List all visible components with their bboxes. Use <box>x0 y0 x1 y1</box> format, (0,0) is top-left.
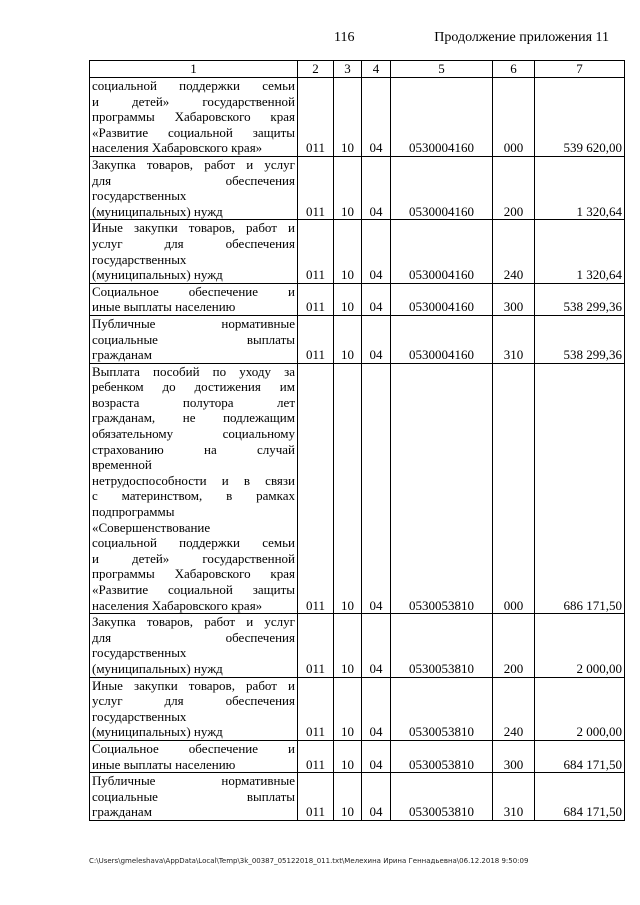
subsection-code: 04 <box>362 283 391 315</box>
ministry-code: 011 <box>298 220 334 283</box>
row-description <box>90 315 298 363</box>
description-line: (муниципальных) нужд <box>92 203 223 219</box>
amount: 684 171,50 <box>535 773 625 821</box>
ministry-code: 011 <box>298 614 334 677</box>
ministry-code: 011 <box>298 740 334 772</box>
description-line: государственных <box>92 708 187 724</box>
subsection-code: 04 <box>362 220 391 283</box>
description-line: Иные закупки товаров, работ и <box>92 220 295 236</box>
target-article-code: 0530053810 <box>391 614 493 677</box>
description-line: (муниципальных) нужд <box>92 267 223 283</box>
column-number: 7 <box>535 61 625 78</box>
description-line: Публичные нормативные <box>92 315 295 331</box>
section-code: 10 <box>334 740 362 772</box>
description-line: возраста полутора лет <box>92 394 295 410</box>
description-line: государственных <box>92 645 187 661</box>
row-description <box>90 220 298 283</box>
amount: 2 000,00 <box>535 614 625 677</box>
description-line: подпрограммы <box>92 504 175 520</box>
subsection-code: 04 <box>362 363 391 614</box>
table-row <box>90 740 625 772</box>
expense-type-code: 200 <box>493 156 535 219</box>
description-line: обязательному социальному <box>92 426 295 442</box>
description-line: социальной поддержки семьи <box>92 535 295 551</box>
target-article-code: 0530004160 <box>391 220 493 283</box>
description-line: услуг для обеспечения <box>92 693 295 709</box>
description-line: программы Хабаровского края <box>92 109 295 125</box>
section-code: 10 <box>334 78 362 157</box>
amount: 684 171,50 <box>535 740 625 772</box>
column-number-row <box>90 61 625 78</box>
subsection-code: 04 <box>362 78 391 157</box>
subsection-code: 04 <box>362 315 391 363</box>
table-row <box>90 614 625 677</box>
target-article-code: 0530053810 <box>391 740 493 772</box>
row-description <box>90 614 298 677</box>
row-description <box>90 677 298 740</box>
description-line: государственных <box>92 251 187 267</box>
subsection-code: 04 <box>362 773 391 821</box>
section-code: 10 <box>334 677 362 740</box>
ministry-code: 011 <box>298 773 334 821</box>
expense-type-code: 300 <box>493 740 535 772</box>
page-header <box>0 30 640 50</box>
description-line: (муниципальных) нужд <box>92 724 223 740</box>
subsection-code: 04 <box>362 156 391 219</box>
description-line: для обеспечения <box>92 172 295 188</box>
target-article-code: 0530004160 <box>391 78 493 157</box>
column-number: 2 <box>298 61 334 78</box>
description-line: населения Хабаровского края» <box>92 597 263 613</box>
description-line: и детей» государственной <box>92 550 295 566</box>
expense-type-code: 240 <box>493 220 535 283</box>
section-code: 10 <box>334 315 362 363</box>
ministry-code: 011 <box>298 78 334 157</box>
description-line: Закупка товаров, работ и услуг <box>92 156 295 172</box>
table-row <box>90 156 625 219</box>
description-line: социальной поддержки семьи <box>92 78 295 93</box>
budget-table <box>89 60 625 821</box>
description-line: и детей» государственной <box>92 93 295 109</box>
description-line: иные выплаты населению <box>92 756 236 772</box>
row-description <box>90 773 298 821</box>
row-description <box>90 283 298 315</box>
amount: 2 000,00 <box>535 677 625 740</box>
section-code: 10 <box>334 614 362 677</box>
description-line: «Совершенствование <box>92 519 211 535</box>
description-line: (муниципальных) нужд <box>92 660 223 676</box>
page-number: 116 <box>334 30 355 45</box>
amount: 686 171,50 <box>535 363 625 614</box>
description-line: Иные закупки товаров, работ и <box>92 677 295 693</box>
expense-type-code: 000 <box>493 363 535 614</box>
target-article-code: 0530053810 <box>391 677 493 740</box>
description-line: государственных <box>92 188 187 204</box>
description-line: для обеспечения <box>92 629 295 645</box>
amount: 1 320,64 <box>535 156 625 219</box>
section-code: 10 <box>334 220 362 283</box>
table-row <box>90 78 625 157</box>
description-line: «Развитие социальной защиты <box>92 124 295 140</box>
table-row <box>90 220 625 283</box>
row-description <box>90 740 298 772</box>
ministry-code: 011 <box>298 283 334 315</box>
description-line: гражданам <box>92 347 152 363</box>
target-article-code: 0530004160 <box>391 283 493 315</box>
expense-type-code: 310 <box>493 315 535 363</box>
table-row <box>90 315 625 363</box>
column-number: 1 <box>90 61 298 78</box>
expense-type-code: 000 <box>493 78 535 157</box>
expense-type-code: 300 <box>493 283 535 315</box>
description-line: с материнством, в рамках <box>92 488 295 504</box>
expense-type-code: 310 <box>493 773 535 821</box>
table-row <box>90 283 625 315</box>
ministry-code: 011 <box>298 677 334 740</box>
description-line: временной <box>92 457 152 473</box>
description-line: Социальное обеспечение и <box>92 283 295 299</box>
description-line: гражданам, не подлежащим <box>92 410 295 426</box>
description-line: Публичные нормативные <box>92 773 295 789</box>
subsection-code: 04 <box>362 740 391 772</box>
subsection-code: 04 <box>362 614 391 677</box>
description-line: гражданам <box>92 804 152 820</box>
description-line: услуг для обеспечения <box>92 235 295 251</box>
column-number: 5 <box>391 61 493 78</box>
description-line: Закупка товаров, работ и услуг <box>92 614 295 630</box>
expense-type-code: 240 <box>493 677 535 740</box>
target-article-code: 0530053810 <box>391 773 493 821</box>
description-line: социальные выплаты <box>92 331 295 347</box>
description-line: иные выплаты населению <box>92 299 236 315</box>
column-number: 3 <box>334 61 362 78</box>
description-line: страхованию на случай <box>92 441 295 457</box>
target-article-code: 0530053810 <box>391 363 493 614</box>
description-line: программы Хабаровского края <box>92 566 295 582</box>
amount: 538 299,36 <box>535 315 625 363</box>
table-row <box>90 773 625 821</box>
description-line: населения Хабаровского края» <box>92 140 263 156</box>
target-article-code: 0530004160 <box>391 156 493 219</box>
section-code: 10 <box>334 773 362 821</box>
description-line: нетрудоспособности и в связи <box>92 472 295 488</box>
ministry-code: 011 <box>298 156 334 219</box>
section-code: 10 <box>334 156 362 219</box>
column-number: 6 <box>493 61 535 78</box>
amount: 538 299,36 <box>535 283 625 315</box>
amount: 1 320,64 <box>535 220 625 283</box>
description-line: ребенком до достижения им <box>92 379 295 395</box>
row-description <box>90 156 298 219</box>
expense-type-code: 200 <box>493 614 535 677</box>
description-line: «Развитие социальной защиты <box>92 582 295 597</box>
appendix-continuation-note: Продолжение приложения 11 <box>434 30 609 45</box>
description-line: Выплата пособий по уходу за <box>92 363 295 379</box>
column-number: 4 <box>362 61 391 78</box>
target-article-code: 0530004160 <box>391 315 493 363</box>
table-row <box>90 363 625 614</box>
row-description <box>90 363 298 614</box>
section-code: 10 <box>334 363 362 614</box>
footer-file-path: C:\Users\gmeleshava\AppData\Local\Temp\3k_00387_05122018_011.txt\Мелехина Ирина Геннадьевна\06.12.2018 9:50:09 <box>89 857 529 865</box>
table-row <box>90 677 625 740</box>
row-description <box>90 78 298 157</box>
table-body <box>90 61 625 821</box>
ministry-code: 011 <box>298 363 334 614</box>
subsection-code: 04 <box>362 677 391 740</box>
section-code: 10 <box>334 283 362 315</box>
amount: 539 620,00 <box>535 78 625 157</box>
ministry-code: 011 <box>298 315 334 363</box>
description-line: социальные выплаты <box>92 788 295 804</box>
description-line: Социальное обеспечение и <box>92 740 295 756</box>
